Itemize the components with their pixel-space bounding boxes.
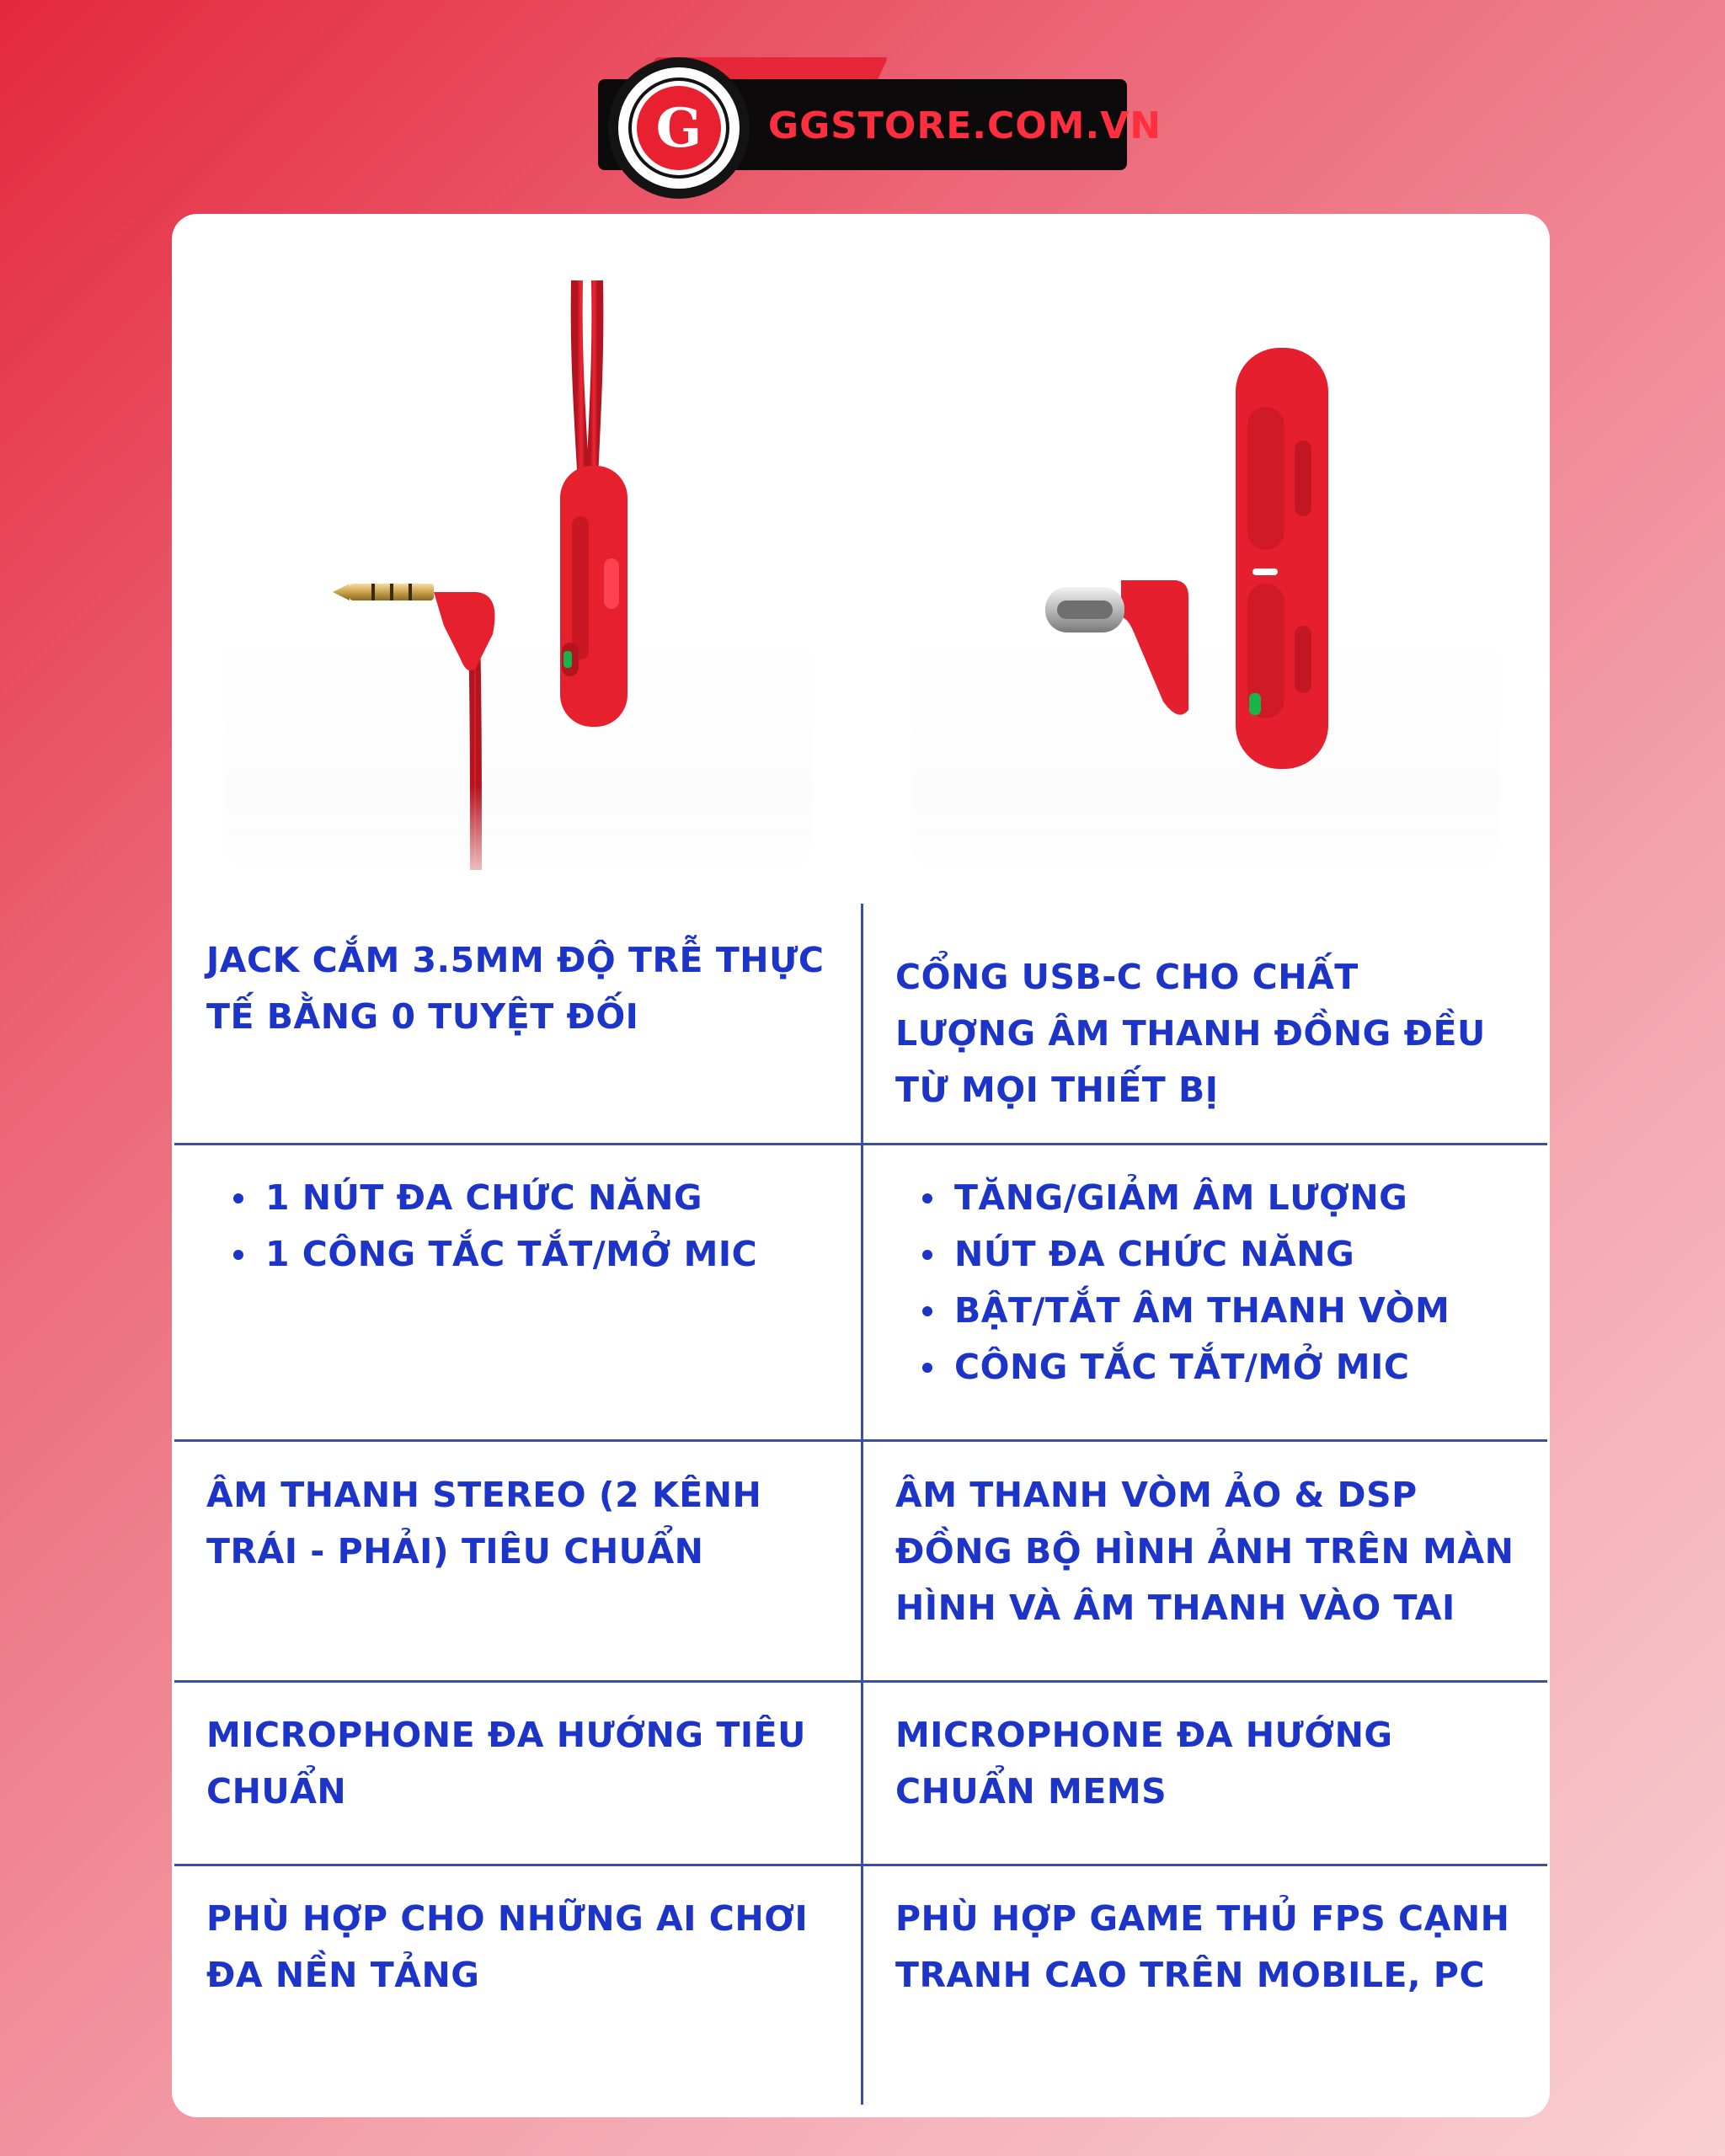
usb-c-cable-image-panel: [911, 264, 1500, 870]
list-item: TĂNG/GIẢM ÂM LƯỢNG: [954, 1170, 1450, 1226]
usb-c-mic-text: MICROPHONE ĐA HƯỚNG CHUẨN MEMS: [895, 1715, 1393, 1812]
jack-audio-text: ÂM THANH STEREO (2 KÊNH TRÁI - PHẢI) TIÊU CHUẨN: [206, 1475, 762, 1572]
row-divider: [174, 1439, 1550, 1442]
list-item: CÔNG TẮC TẮT/MỞ MIC: [954, 1339, 1450, 1396]
jack-mic-text: MICROPHONE ĐA HƯỚNG TIÊU CHUẨN: [206, 1715, 806, 1812]
jack-latency-text: JACK CẮM 3.5MM ĐỘ TRỄ THỰC TẾ BẰNG 0 TUYỆT ĐỐI: [206, 940, 825, 1037]
usb-c-suitable-text: PHÙ HỢP GAME THỦ FPS CẠNH TRANH CAO TRÊN MOBILE, PC: [895, 1898, 1510, 1995]
column-divider: [861, 904, 863, 2105]
list-item: 1 CÔNG TẮC TẮT/MỞ MIC: [265, 1226, 757, 1283]
list-item: 1 NÚT ĐA CHỨC NĂNG: [265, 1170, 757, 1226]
comparison-card: [172, 214, 1550, 2117]
row-divider: [174, 1680, 1550, 1683]
svg-text:G: G: [655, 97, 702, 160]
row-divider: [174, 1143, 1550, 1145]
usb-c-audio-text: ÂM THANH VÒM ẢO & DSP ĐỒNG BỘ HÌNH ẢNH TRÊN MÀN HÌNH VÀ ÂM THANH VÀO TAI: [895, 1475, 1514, 1628]
jack-suitable-text: PHÙ HỢP CHO NHỮNG AI CHƠI ĐA NỀN TẢNG: [206, 1898, 809, 1995]
row-divider: [174, 1864, 1550, 1866]
3.5mm-jack-cable-image: [223, 264, 813, 870]
usb-c-cable-image: [911, 264, 1500, 870]
list-item: BẬT/TẮT ÂM THANH VÒM: [954, 1283, 1450, 1339]
ggstore-logo: [608, 57, 750, 199]
list-item: NÚT ĐA CHỨC NĂNG: [954, 1226, 1450, 1283]
brand-name[interactable]: GGSTORE.COM.VN: [768, 104, 1162, 147]
jack-cable-image-panel: [223, 264, 813, 870]
usb-c-controls-list: [895, 1170, 1450, 1396]
jack-controls-list: [206, 1170, 757, 1283]
usb-c-quality-text: CỔNG USB-C CHO CHẤT LƯỢNG ÂM THANH ĐỒNG ĐỀU TỪ MỌI THIẾT BỊ: [895, 957, 1486, 1110]
